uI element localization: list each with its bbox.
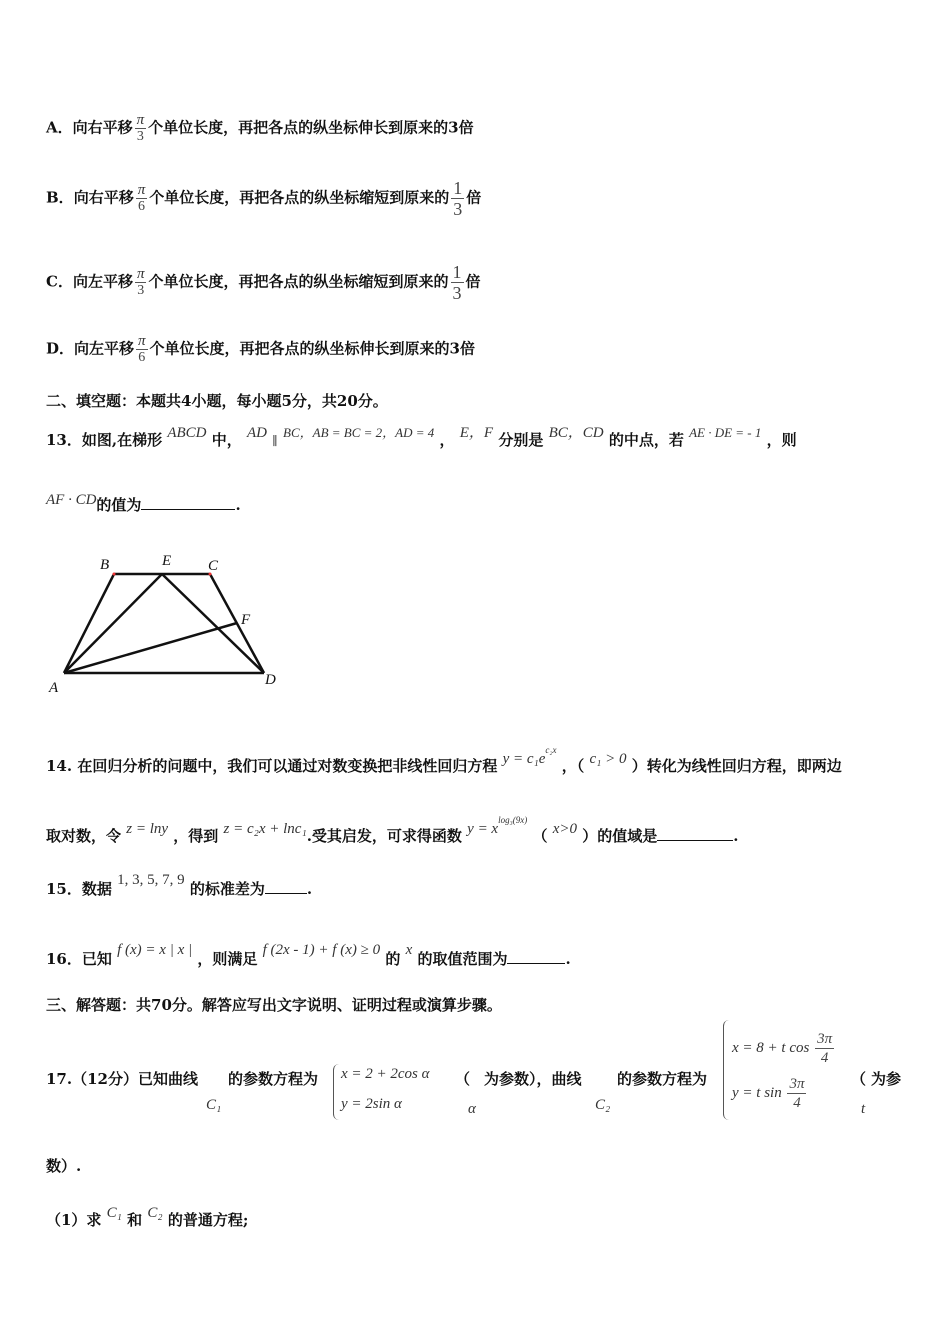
alpha-symbol: α xyxy=(468,1101,476,1117)
left-brace xyxy=(723,1020,730,1120)
question-16: 16．已知 f (x) = x | x | ，则满足 f (2x - 1) + f (x) ≥ 0 的 x 的取值范围为 . xyxy=(46,942,571,968)
question-13-line2: AF · CD的值为 . xyxy=(46,492,241,514)
question-17-intro: 17.（12分）已知曲线 xyxy=(46,1070,198,1088)
label-d: D xyxy=(265,672,276,688)
t-symbol: t xyxy=(861,1101,866,1117)
question-14-line2: 取对数，令 z = lny ，得到 z = c₂x + lnc₁.受其启发，可求得函数 $y = x^{log_3(9x)}$ （ x>0 ）的值域是 . xyxy=(46,815,739,845)
param-eq-1a: x = 2 + 2cos α xyxy=(341,1066,430,1082)
option-a: A．向右平移 $\frac{\pi}{3}$ 个单位长度，再把各点的纵坐标伸长到原来的3倍 xyxy=(46,112,474,144)
fraction: $\frac{\pi}{6}$ xyxy=(138,333,146,365)
param-eq-2b: y = t sin $\frac{3\pi}{4}$ xyxy=(732,1076,805,1111)
edge-ab xyxy=(64,574,114,673)
label-e: E xyxy=(162,553,172,569)
fraction: $\frac{1}{3}$ xyxy=(453,178,463,219)
question-17-line2: 数）. xyxy=(46,1157,82,1175)
answer-blank[interactable] xyxy=(265,893,307,894)
answer-blank[interactable] xyxy=(657,840,733,841)
question-15: 15．数据 1, 3, 5, 7, 9 的标准差为 . xyxy=(46,872,313,898)
label-f: F xyxy=(241,612,251,628)
option-a-label: A． xyxy=(46,118,73,137)
param-eq-1b: y = 2sin α xyxy=(341,1096,402,1112)
question-14: 14. 在回归分析的问题中，我们可以通过对数变换把非线性回归方程 $y = c_1e^{c_2x}$ ，（ c₁ > 0 ）转化为线性回归方程，即两边 xyxy=(46,745,842,775)
fraction: $\frac{\pi}{3}$ xyxy=(136,112,145,144)
option-c: C．向左平移 $\frac{\pi}{3}$ 个单位长度，再把各点的纵坐标缩短到原来的 $\frac{1}{3}$ 倍 xyxy=(46,262,481,303)
option-b-label: B． xyxy=(46,188,74,207)
section-3-title: 三、解答题：共70分。解答应写出文字说明、证明过程或演算步骤。 xyxy=(46,996,502,1014)
label-c: C xyxy=(208,558,219,574)
question-17-part1: （1）求 C₁ 和 C₂ 的普通方程; xyxy=(46,1205,249,1229)
curve-c2-symbol: C₂ xyxy=(595,1097,611,1113)
param-eq-2a: x = 8 + t cos $\frac{3\pi}{4}$ xyxy=(732,1031,833,1066)
option-b: B．向右平移 $\frac{\pi}{6}$ 个单位长度，再把各点的纵坐标缩短到原来的 $\frac{1}{3}$ 倍 xyxy=(46,178,482,219)
question-13: 13．如图,在梯形 ABCD 中， AD ∥ BC，AB = BC = 2，AD = 4 ， E，F 分别是 BC，CD 的中点，若 AE · DE = - 1 ，则 xyxy=(46,425,797,449)
curve-c1-symbol: C₁ xyxy=(206,1097,222,1113)
label-a: A xyxy=(49,680,59,696)
answer-blank[interactable] xyxy=(141,509,235,510)
option-c-label: C． xyxy=(46,272,73,291)
fraction: $\frac{1}{3}$ xyxy=(452,262,462,303)
left-brace xyxy=(333,1064,340,1120)
section-2-title: 二、填空题：本题共4小题，每小题5分，共20分。 xyxy=(46,392,388,410)
label-b: B xyxy=(100,557,110,573)
answer-blank[interactable] xyxy=(507,963,565,964)
fraction: $\frac{\pi}{3}$ xyxy=(136,266,145,298)
option-d: D．向左平移 $\frac{\pi}{6}$ 个单位长度，再把各点的纵坐标伸长到原来的3倍 xyxy=(46,333,475,365)
trapezoid-figure xyxy=(44,548,284,698)
fraction: $\frac{\pi}{6}$ xyxy=(137,182,146,214)
option-d-label: D． xyxy=(46,339,75,358)
